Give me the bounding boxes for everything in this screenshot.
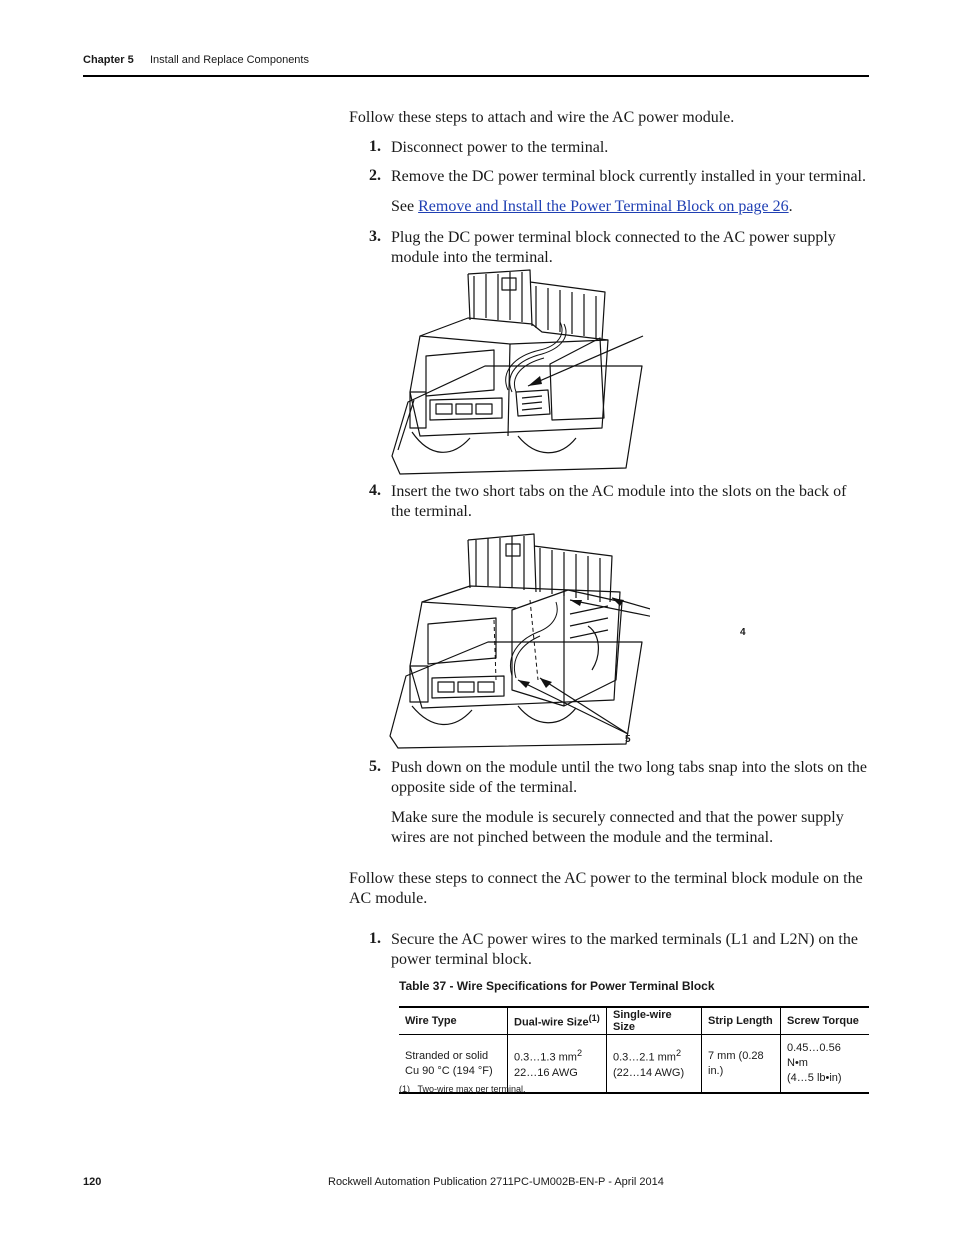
- ac-module-insert-illustration: [388, 530, 650, 752]
- step-2-number: 2.: [369, 167, 381, 184]
- page-number: 120: [83, 1176, 102, 1188]
- footnote-number: (1): [399, 1084, 410, 1094]
- step-3-text: Plug the DC power terminal block connected to the AC power supply module into the terminal.: [391, 229, 836, 266]
- step-5-text: Push down on the module until the two long tabs snap into the slots on the opposite side of the terminal.: [391, 759, 867, 796]
- intro-paragraph: Follow these steps to attach and wire the AC power module.: [349, 109, 735, 126]
- step-5-note: Make sure the module is securely connected and that the power supply wires are not pinched between the module and the terminal.: [391, 809, 844, 846]
- publication-info: Rockwell Automation Publication 2711PC-UM002B-EN-P - April 2014: [328, 1176, 664, 1188]
- cell-text: (22…14 AWG): [613, 1066, 685, 1079]
- col-strip-length: Strip Length: [702, 1007, 781, 1035]
- see-prefix: See: [391, 198, 419, 215]
- see-suffix: .: [788, 198, 793, 215]
- cell-screw-torque: [781, 1035, 870, 1094]
- col-dual-wire-label: Dual-wire Size: [514, 1016, 589, 1029]
- col-single-wire: Single-wire Size: [607, 1007, 702, 1035]
- cell-text: 0.3…1.3 mm: [514, 1051, 577, 1064]
- wire-spec-table: [399, 1006, 869, 1094]
- step-2-text: Remove the DC power terminal block currently installed in your terminal.: [391, 168, 866, 185]
- step-4-number: 4.: [369, 482, 381, 499]
- footnote-ref: (1): [588, 1013, 600, 1024]
- header-rule: [83, 75, 869, 77]
- table-caption: Table 37 - Wire Specifications for Power Terminal Block: [399, 979, 715, 993]
- cell-strip-length: 7 mm (0.28 in.): [702, 1035, 781, 1094]
- superscript: 2: [576, 1048, 583, 1059]
- cell-text: 22…16 AWG: [514, 1066, 578, 1079]
- cell-text: Stranded or solid: [405, 1049, 489, 1062]
- table-header-row: [399, 1007, 869, 1035]
- intro-paragraph-2: Follow these steps to connect the AC power to the terminal block module on the AC module.: [349, 870, 863, 907]
- col-wire-type: Wire Type: [399, 1007, 508, 1035]
- step-1-number: 1.: [369, 138, 381, 155]
- cell-text: Cu 90 °C (194 °F): [405, 1064, 493, 1077]
- table-footnote: [399, 1084, 526, 1094]
- superscript: 2: [675, 1048, 682, 1059]
- terminal-plug-illustration: [390, 268, 645, 476]
- header-chapter: Chapter 5: [83, 54, 134, 66]
- cell-text: 0.3…2.1 mm: [613, 1051, 676, 1064]
- footnote-text: Two-wire max per terminal.: [417, 1084, 526, 1094]
- section2-step-1-number: 1.: [369, 930, 381, 947]
- step-3-number: 3.: [369, 228, 381, 245]
- step-5-number: 5.: [369, 758, 381, 775]
- col-screw-torque: Screw Torque: [781, 1007, 870, 1035]
- header-title: Install and Replace Components: [150, 54, 309, 66]
- callout-4: 4: [740, 627, 746, 638]
- step-1-text: Disconnect power to the terminal.: [391, 139, 609, 156]
- step-4-text: Insert the two short tabs on the AC module into the slots on the back of the terminal.: [391, 483, 847, 520]
- cell-single-wire: [607, 1035, 702, 1094]
- cell-text: (4…5 lb•in): [787, 1072, 842, 1084]
- step-2-see-reference: [391, 197, 871, 217]
- callout-5: 5: [625, 734, 631, 745]
- col-dual-wire: [508, 1007, 607, 1035]
- cross-reference-link[interactable]: Remove and Install the Power Terminal Block on page 26: [418, 198, 789, 215]
- cell-text: 0.45…0.56 N•m: [787, 1042, 841, 1069]
- section2-step-1-text: Secure the AC power wires to the marked terminals (L1 and L2N) on the power terminal block.: [391, 931, 858, 968]
